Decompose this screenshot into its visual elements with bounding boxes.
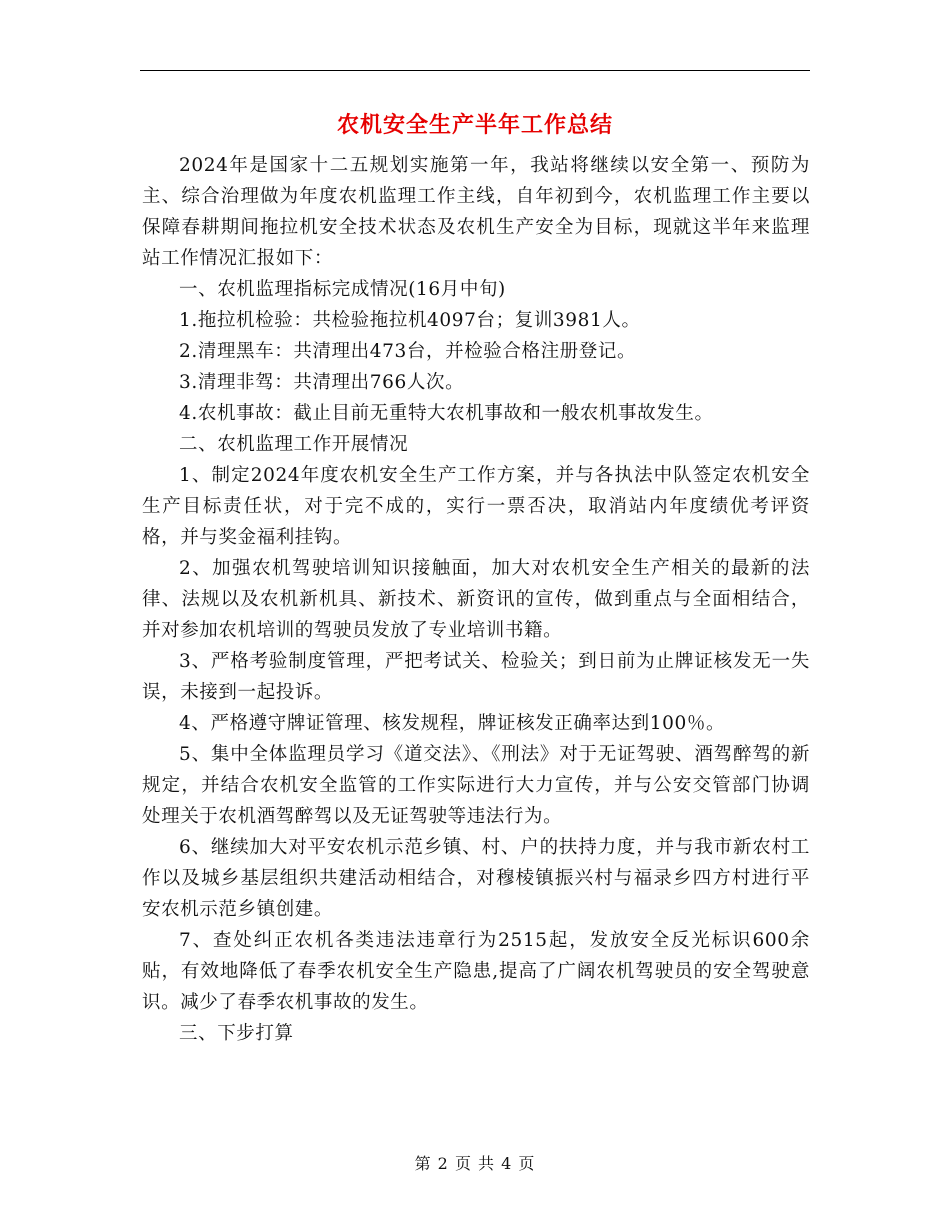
document-title: 农机安全生产半年工作总结	[336, 112, 613, 138]
list-item: 3、严格考验制度管理，严把考试关、检验关；到日前为止牌证核发无一失误，未接到一起投诉。	[142, 651, 810, 703]
document-body	[142, 150, 810, 1049]
section-heading-3: 三、下步打算	[179, 1023, 294, 1044]
list-item: 1、制定2024年度农机安全生产工作方案，并与各执法中队签定农机安全生产目标责任状，对于完不成的，实行一票否决，取消站内年度绩优考评资格，并与奖金福利挂钩。	[142, 465, 810, 548]
paragraph-intro: 2024年是国家十二五规划实施第一年，我站将继续以安全第一、预防为主、综合治理做为年度农机监理工作主线，自年初到今，农机监理工作主要以保障春耕期间拖拉机安全技术状态及农机生产安全为目标，现就这半年来监理站工作情况汇报如下：	[142, 155, 810, 269]
page-number: 第 2 页 共 4 页	[414, 1154, 536, 1173]
section-heading-2: 二、农机监理工作开展情况	[179, 434, 409, 455]
list-item: 5、集中全体监理员学习《道交法》、《刑法》对于无证驾驶、酒驾醉驾的新规定，并结合农机安全监管的工作实际进行大力宣传，并与公安交管部门协调处理关于农机酒驾醉驾以及无证驾驶等违法行为。	[142, 744, 810, 827]
list-item: 4.农机事故：截止目前无重特大农机事故和一般农机事故发生。	[179, 403, 714, 424]
header-rule	[140, 70, 810, 71]
list-item: 2.清理黑车：共清理出473台，并检验合格注册登记。	[179, 341, 637, 362]
list-item: 4、严格遵守牌证管理、核发规程，牌证核发正确率达到100％。	[179, 713, 726, 734]
list-item: 1.拖拉机检验：共检验拖拉机4097台；复训3981人。	[179, 310, 641, 331]
section-heading-1: 一、农机监理指标完成情况(16月中旬)	[179, 279, 506, 300]
list-item: 3.清理非驾：共清理出766人次。	[179, 372, 465, 393]
list-item: 2、加强农机驾驶培训知识接触面，加大对农机安全生产相关的最新的法律、法规以及农机新机具、新技术、新资讯的宣传，做到重点与全面相结合，并对参加农机培训的驾驶员发放了专业培训书籍。	[142, 558, 810, 641]
list-item: 7、查处纠正农机各类违法违章行为2515起，发放安全反光标识600余贴，有效地降低了春季农机安全生产隐患,提高了广阔农机驾驶员的安全驾驶意识。减少了春季农机事故的发生。	[142, 930, 810, 1013]
list-item: 6、继续加大对平安农机示范乡镇、村、户的扶持力度，并与我市新农村工作以及城乡基层组织共建活动相结合，对穆棱镇振兴村与福录乡四方村进行平安农机示范乡镇创建。	[142, 837, 810, 920]
